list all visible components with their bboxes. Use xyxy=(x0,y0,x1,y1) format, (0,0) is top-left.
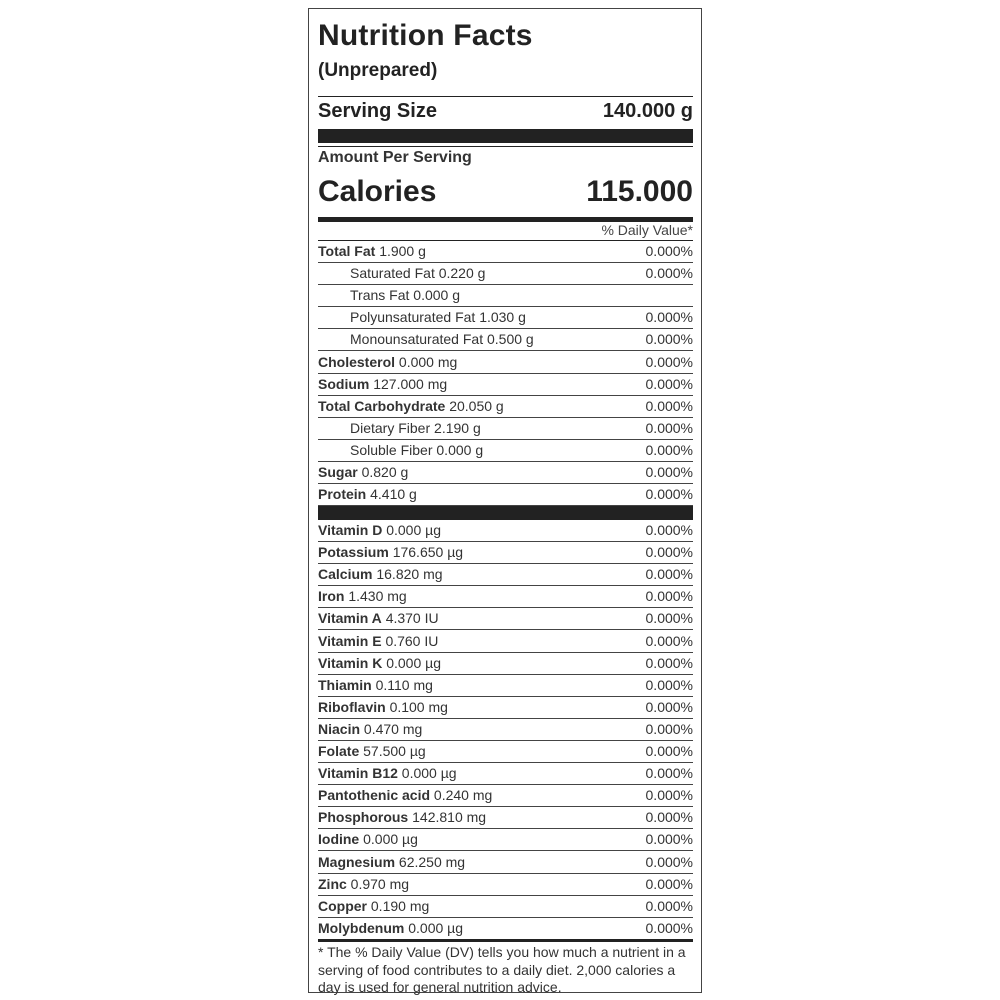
footnote: * The % Daily Value (DV) tells you how much a nutrient in a serving of food contributes to a daily diet. 2,000 calories a day is used for general nutrition advice. xyxy=(318,944,686,995)
nutrient-amount: 20.050 g xyxy=(449,397,504,414)
nutrient-text xyxy=(318,787,492,803)
nutrient-row xyxy=(318,285,693,307)
nutrient-amount: 0.110 mg xyxy=(375,676,433,693)
nutrient-row xyxy=(318,307,693,329)
nutrient-text xyxy=(318,309,526,325)
daily-value-percent: 0.000% xyxy=(645,566,693,583)
serving-size-label: Serving Size xyxy=(318,100,437,122)
nutrient-text xyxy=(318,522,441,538)
daily-value-percent: 0.000% xyxy=(645,765,693,782)
nutrient-amount: 4.410 g xyxy=(370,486,417,503)
nutrient-text xyxy=(318,655,441,671)
nutrient-text xyxy=(318,588,407,604)
nutrient-amount: 127.000 mg xyxy=(373,375,448,392)
calories-row xyxy=(318,175,693,215)
nutrient-name: Total Carbohydrate xyxy=(318,397,446,414)
nutrient-name: Magnesium xyxy=(318,853,396,870)
nutrient-amount: 0.000 g xyxy=(436,441,484,458)
nutrient-amount: 2.190 g xyxy=(434,419,481,436)
nutrition-label xyxy=(308,8,702,993)
nutrient-name: Soluble Fiber xyxy=(350,441,433,458)
daily-value-percent: 0.000% xyxy=(645,309,693,326)
nutrient-text xyxy=(318,243,426,259)
nutrient-text xyxy=(318,898,429,914)
nutrient-name: Saturated Fat xyxy=(350,265,435,282)
vitamin-row xyxy=(318,918,693,940)
nutrient-text xyxy=(318,809,486,825)
divider xyxy=(318,96,693,97)
thick-divider xyxy=(318,506,693,520)
nutrient-name: Vitamin D xyxy=(318,522,383,538)
nutrient-amount: 0.000 µg xyxy=(408,919,464,936)
vitamin-row xyxy=(318,608,693,630)
daily-value-percent: 0.000% xyxy=(645,698,693,715)
serving-size-value: 140.000 g xyxy=(602,100,693,122)
vitamin-row xyxy=(318,896,693,918)
nutrient-row xyxy=(318,396,693,418)
nutrient-name: Pantothenic acid xyxy=(318,787,431,804)
calories-label: Calories xyxy=(318,175,437,208)
daily-value-percent: 0.000% xyxy=(645,654,693,671)
nutrient-amount: 16.820 mg xyxy=(376,566,443,583)
nutrient-amount: 0.000 µg xyxy=(386,654,441,671)
nutrient-name: Iron xyxy=(318,588,345,605)
daily-value-percent: 0.000% xyxy=(645,875,693,892)
nutrient-amount: 62.250 mg xyxy=(398,853,466,870)
nutrient-row xyxy=(318,241,693,263)
daily-value-percent: 0.000% xyxy=(645,544,693,561)
nutrient-amount: 0.760 IU xyxy=(385,632,439,649)
nutrient-text xyxy=(318,765,457,781)
nutrient-name: Cholesterol xyxy=(318,353,396,370)
nutrient-name: Copper xyxy=(318,897,367,914)
daily-value-percent: 0.000% xyxy=(645,831,693,848)
nutrient-text xyxy=(318,743,426,759)
nutrient-amount: 0.190 mg xyxy=(370,897,430,914)
nutrient-name: Vitamin B12 xyxy=(318,765,398,782)
nutrient-text xyxy=(318,331,534,347)
daily-value-percent: 0.000% xyxy=(645,397,693,414)
nutrient-name: Polyunsaturated Fat xyxy=(350,309,476,326)
daily-value-percent: 0.000% xyxy=(645,331,693,348)
vitamin-row xyxy=(318,653,693,675)
daily-value-percent: 0.000% xyxy=(645,486,693,503)
nutrient-name: Sodium xyxy=(318,375,370,392)
nutrient-text xyxy=(318,610,439,626)
vitamin-row xyxy=(318,697,693,719)
nutrient-name: Phosphorous xyxy=(318,809,409,826)
label-subtitle: (Unprepared) xyxy=(318,60,438,81)
nutrient-row xyxy=(318,462,693,484)
vitamin-row xyxy=(318,520,693,542)
vitamin-row xyxy=(318,807,693,829)
nutrient-amount: 0.470 mg xyxy=(363,720,423,737)
nutrient-row xyxy=(318,484,693,506)
daily-value-header: % Daily Value* xyxy=(601,222,693,238)
daily-value-percent: 0.000% xyxy=(645,464,693,480)
nutrient-text xyxy=(318,376,447,392)
nutrient-amount: 0.000 µg xyxy=(401,765,457,782)
nutrient-amount: 0.970 mg xyxy=(350,875,410,892)
nutrient-text xyxy=(318,464,408,480)
vitamin-row xyxy=(318,829,693,851)
amount-per-serving: Amount Per Serving xyxy=(318,149,472,166)
nutrient-row xyxy=(318,352,693,374)
nutrient-amount: 1.900 g xyxy=(379,243,426,259)
daily-value-percent: 0.000% xyxy=(645,588,693,605)
nutrient-amount: 0.000 mg xyxy=(398,353,458,370)
nutrient-amount: 0.500 g xyxy=(486,331,534,348)
daily-value-percent: 0.000% xyxy=(645,441,693,458)
nutrient-text xyxy=(318,677,433,693)
daily-value-percent: 0.000% xyxy=(645,265,693,282)
daily-value-percent: 0.000% xyxy=(645,419,693,436)
nutrient-name: Total Fat xyxy=(318,243,376,259)
nutrient-name: Vitamin A xyxy=(318,610,382,627)
nutrient-text xyxy=(318,354,457,370)
nutrient-name: Trans Fat xyxy=(350,287,410,304)
nutrient-amount: 0.240 mg xyxy=(433,787,493,804)
nutrient-amount: 0.820 g xyxy=(361,464,409,480)
nutrient-amount: 4.370 IU xyxy=(385,610,439,627)
nutrient-text xyxy=(318,876,409,892)
nutrient-amount: 0.100 mg xyxy=(389,698,448,715)
nutrient-name: Vitamin E xyxy=(318,632,382,649)
vitamin-row xyxy=(318,586,693,608)
nutrient-text xyxy=(318,420,481,436)
nutrient-name: Sugar xyxy=(318,464,358,480)
daily-value-percent: 0.000% xyxy=(645,809,693,826)
daily-value-percent: 0.000% xyxy=(645,353,693,370)
daily-value-percent: 0.000% xyxy=(645,897,693,914)
nutrient-amount: 1.430 mg xyxy=(348,588,407,605)
nutrient-row xyxy=(318,329,693,351)
nutrient-text xyxy=(318,854,465,870)
daily-value-percent: 0.000% xyxy=(645,853,693,870)
daily-value-percent: 0.000% xyxy=(645,787,693,804)
vitamin-row xyxy=(318,852,693,874)
nutrient-text xyxy=(318,265,485,281)
daily-value-percent: 0.000% xyxy=(645,919,693,936)
nutrient-text xyxy=(318,442,483,458)
vitamin-row xyxy=(318,763,693,785)
nutrient-amount: 0.220 g xyxy=(438,265,486,282)
vitamin-row xyxy=(318,785,693,807)
nutrient-amount: 176.650 µg xyxy=(392,544,464,561)
nutrient-text xyxy=(318,831,418,847)
nutrient-name: Folate xyxy=(318,743,360,759)
nutrient-name: Vitamin K xyxy=(318,654,383,671)
label-body xyxy=(318,9,693,995)
nutrient-text xyxy=(318,699,448,715)
vitamin-row xyxy=(318,719,693,741)
nutrient-name: Molybdenum xyxy=(318,919,405,936)
vitamin-row xyxy=(318,741,693,763)
vitamin-row xyxy=(318,675,693,697)
vitamin-row xyxy=(318,564,693,586)
label-title: Nutrition Facts xyxy=(318,19,533,52)
nutrient-amount: 1.030 g xyxy=(479,309,526,326)
nutrient-amount: 0.000 µg xyxy=(386,522,441,538)
nutrient-name: Monounsaturated Fat xyxy=(350,331,484,348)
nutrient-name: Dietary Fiber xyxy=(350,419,431,436)
calories-value: 115.000 xyxy=(586,175,693,208)
nutrient-amount: 57.500 µg xyxy=(363,743,426,759)
vitamin-row xyxy=(318,542,693,564)
nutrient-text xyxy=(318,566,443,582)
vitamin-row xyxy=(318,631,693,653)
nutrient-text xyxy=(318,486,417,502)
daily-value-percent: 0.000% xyxy=(645,375,693,392)
daily-value-percent: 0.000% xyxy=(645,632,693,649)
daily-value-percent: 0.000% xyxy=(645,243,693,259)
daily-value-percent: 0.000% xyxy=(645,610,693,627)
nutrient-name: Iodine xyxy=(318,831,360,848)
nutrient-name: Riboflavin xyxy=(318,698,386,715)
medium-divider xyxy=(318,939,693,942)
nutrient-name: Thiamin xyxy=(318,676,372,693)
nutrient-amount: 0.000 g xyxy=(413,287,460,304)
nutrient-amount: 0.000 µg xyxy=(363,831,418,848)
nutrient-text xyxy=(318,287,460,303)
divider xyxy=(318,146,693,147)
nutrient-text xyxy=(318,721,422,737)
nutrient-row xyxy=(318,440,693,462)
serving-size-row xyxy=(318,100,693,128)
nutrient-amount: 142.810 mg xyxy=(412,809,487,826)
nutrient-text xyxy=(318,398,504,414)
nutrient-name: Protein xyxy=(318,486,367,503)
nutrient-text xyxy=(318,544,463,560)
nutrient-row xyxy=(318,374,693,396)
nutrient-text xyxy=(318,633,438,649)
nutrient-name: Calcium xyxy=(318,566,373,583)
nutrient-text xyxy=(318,920,463,936)
daily-value-percent: 0.000% xyxy=(645,676,693,693)
daily-value-percent: 0.000% xyxy=(645,522,693,538)
vitamin-row xyxy=(318,874,693,896)
daily-value-percent: 0.000% xyxy=(645,743,693,759)
daily-value-percent: 0.000% xyxy=(645,720,693,737)
nutrient-name: Niacin xyxy=(318,720,361,737)
nutrient-row xyxy=(318,418,693,440)
nutrient-row xyxy=(318,263,693,285)
thick-divider xyxy=(318,129,693,143)
nutrient-name: Zinc xyxy=(318,875,347,892)
nutrient-name: Potassium xyxy=(318,544,389,561)
